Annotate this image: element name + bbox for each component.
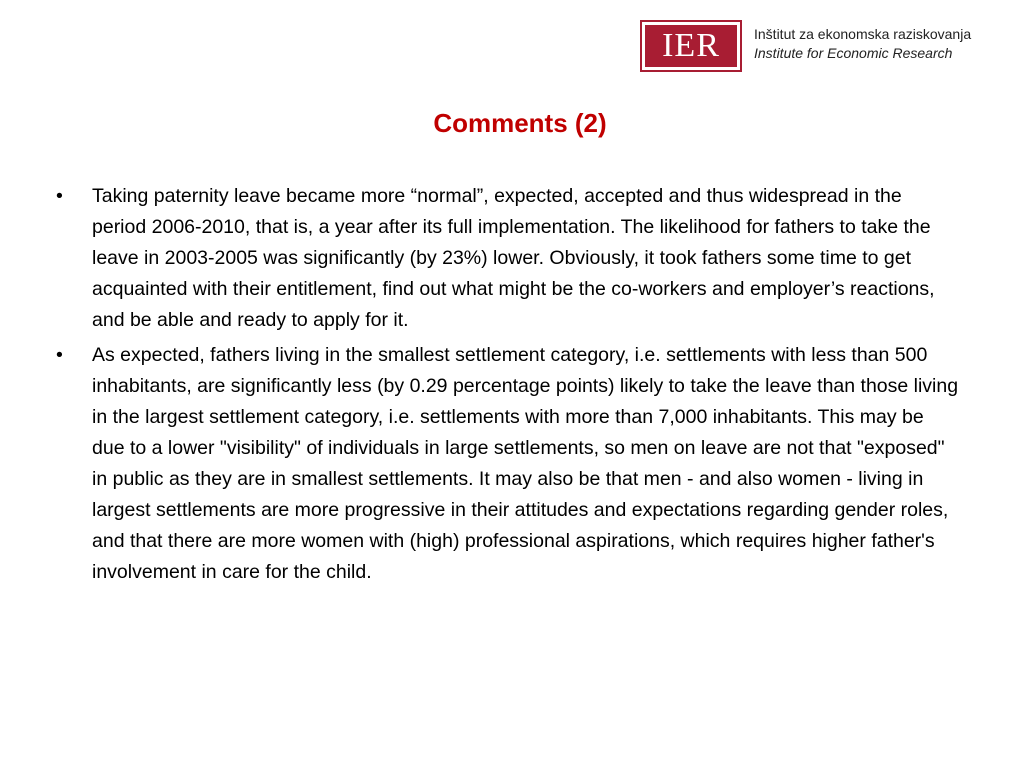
bullet-text: As expected, fathers living in the smallest settlement category, i.e. settlements with less than 500 inhabitants, are significantly less (by 0.29 percentage points) likely to take the leave than those living in the largest settlement category, i.e. settlements with more than 7,000 inhabitants. This may be due to a lower "visibility" of individuals in large settlements, so men on leave are not that "exposed" in public as they are in smallest settlements. It may also be that men - and also women - living in largest settlements are more progressive in their attitudes and expectations regarding gender roles, and that there are more women with (high) professional aspirations, which requires higher father's involvement in care for the child. (92, 344, 959, 583)
bullet-icon: • (56, 344, 63, 366)
bullet-text: Taking paternity leave became more “normal”, expected, accepted and thus widespread in the period 2006-2010, that is, a year after its full implementation. The likelihood for fathers to take the leave in 2003-2005 was significantly (by 23%) lower. Obviously, it took fathers some time to get acquainted with their entitlement, find out what might be the co-workers and employer’s reactions, and be able and ready to apply for it. (92, 185, 935, 331)
institute-name (754, 25, 1000, 63)
bullet-icon: • (56, 185, 63, 207)
institute-name-slovene: Inštitut za ekonomska raziskovanja (754, 26, 972, 42)
institute-name-english: Institute for Economic Research (754, 45, 953, 61)
ier-logo (640, 20, 1000, 72)
ier-logo-mark (640, 20, 742, 72)
bullet-item (52, 340, 960, 588)
slide-title: Comments (2) (433, 108, 607, 138)
bullet-list (52, 181, 960, 592)
ier-logo-letters: IER (645, 25, 737, 67)
bullet-item (52, 181, 960, 336)
